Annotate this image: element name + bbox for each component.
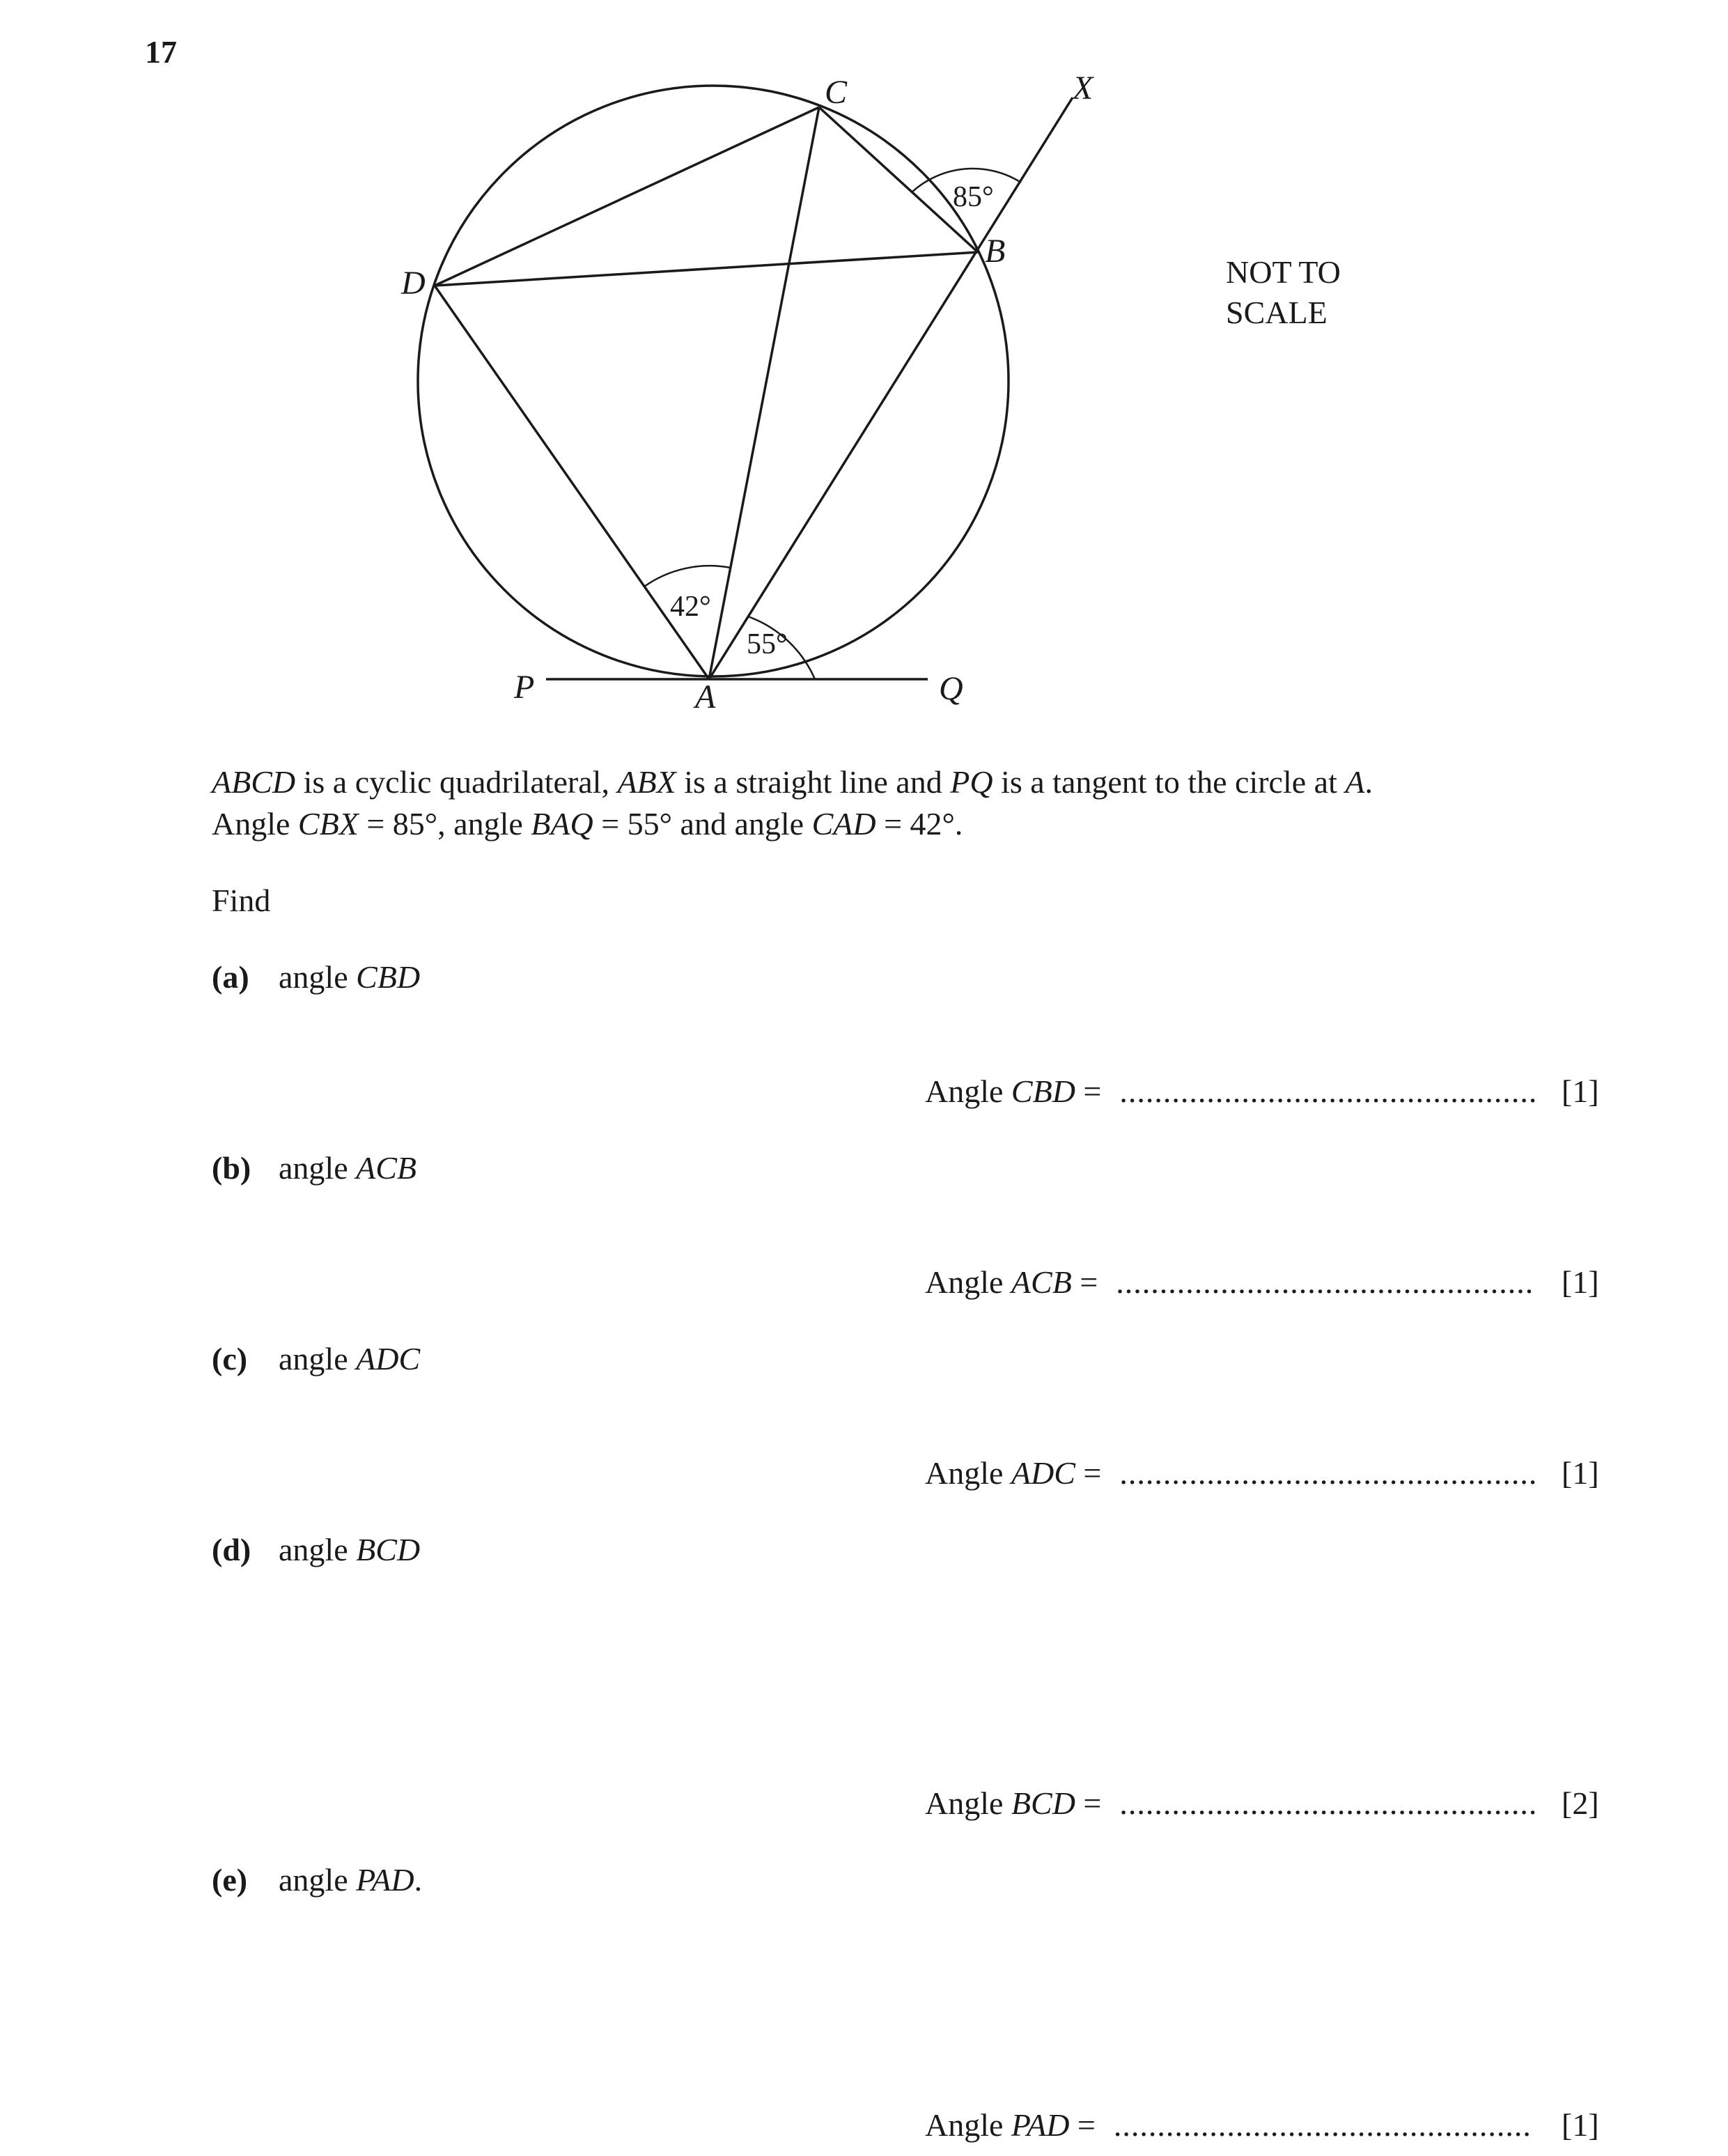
not-to-scale-line1: NOT TO (1226, 254, 1341, 290)
not-to-scale-note (1226, 252, 1341, 333)
circle (418, 86, 1009, 676)
part-e-answer-line[interactable]: Angle PAD = ................................................ (925, 2107, 1532, 2143)
angle-label-cad: 42° (670, 591, 711, 623)
line-AX (709, 98, 1073, 679)
part-b-marks: [1] (1562, 1264, 1599, 1300)
part-label: (e) (212, 1862, 248, 1898)
point-label-A: A (695, 678, 716, 715)
point-label-X: X (1073, 70, 1093, 107)
part-a-answer-line[interactable]: Angle CBD = ................................................ (925, 1073, 1538, 1109)
part-c-marks: [1] (1562, 1455, 1599, 1491)
part-label: (b) (212, 1150, 251, 1186)
answer-dots[interactable]: ................................................ (1119, 1073, 1538, 1109)
part-e-marks: [1] (1562, 2107, 1599, 2143)
answer-dots[interactable]: ................................................ (1113, 2107, 1532, 2143)
arc-angle-42 (644, 566, 731, 587)
line-DC (435, 107, 819, 286)
part-e-question: (e) angle PAD. (212, 1862, 423, 1898)
statement-line-1: ABCD is a cyclic quadrilateral, ABX is a straight line and PQ is a tangent to the circle at A. (212, 764, 1373, 800)
cyclic-quadrilateral-diagram (0, 0, 1728, 752)
find-instruction: Find (212, 883, 271, 918)
part-d-answer-line[interactable]: Angle BCD = ................................................ (925, 1785, 1538, 1821)
part-a-marks: [1] (1562, 1073, 1599, 1109)
not-to-scale-line2: SCALE (1226, 295, 1328, 330)
part-a-question: (a) angle CBD (212, 959, 421, 995)
point-label-C: C (825, 74, 848, 111)
statement-line-2: Angle CBX = 85°, angle BAQ = 55° and angle CAD = 42°. (212, 806, 963, 842)
point-label-B: B (985, 233, 1006, 270)
part-label: (c) (212, 1341, 248, 1376)
part-label: (a) (212, 959, 249, 995)
point-label-Q: Q (939, 670, 963, 707)
line-CB (819, 107, 978, 252)
line-DB (435, 252, 978, 286)
point-label-D: D (401, 265, 426, 302)
part-label: (d) (212, 1532, 251, 1567)
part-c-question: (c) angle ADC (212, 1341, 421, 1376)
answer-dots[interactable]: ................................................ (1119, 1455, 1538, 1491)
line-DA (435, 286, 709, 679)
question-number: 17 (145, 34, 177, 70)
answer-dots[interactable]: ................................................ (1116, 1264, 1534, 1300)
point-label-P: P (514, 669, 535, 706)
angle-label-baq: 55° (747, 628, 788, 660)
part-c-answer-line[interactable]: Angle ADC = ................................................ (925, 1455, 1538, 1491)
part-b-answer-line[interactable]: Angle ACB = ................................................ (925, 1264, 1534, 1300)
part-d-question: (d) angle BCD (212, 1532, 421, 1567)
angle-label-cbx: 85° (953, 181, 994, 213)
answer-dots[interactable]: ................................................ (1119, 1785, 1538, 1821)
part-d-marks: [2] (1562, 1785, 1599, 1821)
part-b-question: (b) angle ACB (212, 1150, 417, 1186)
